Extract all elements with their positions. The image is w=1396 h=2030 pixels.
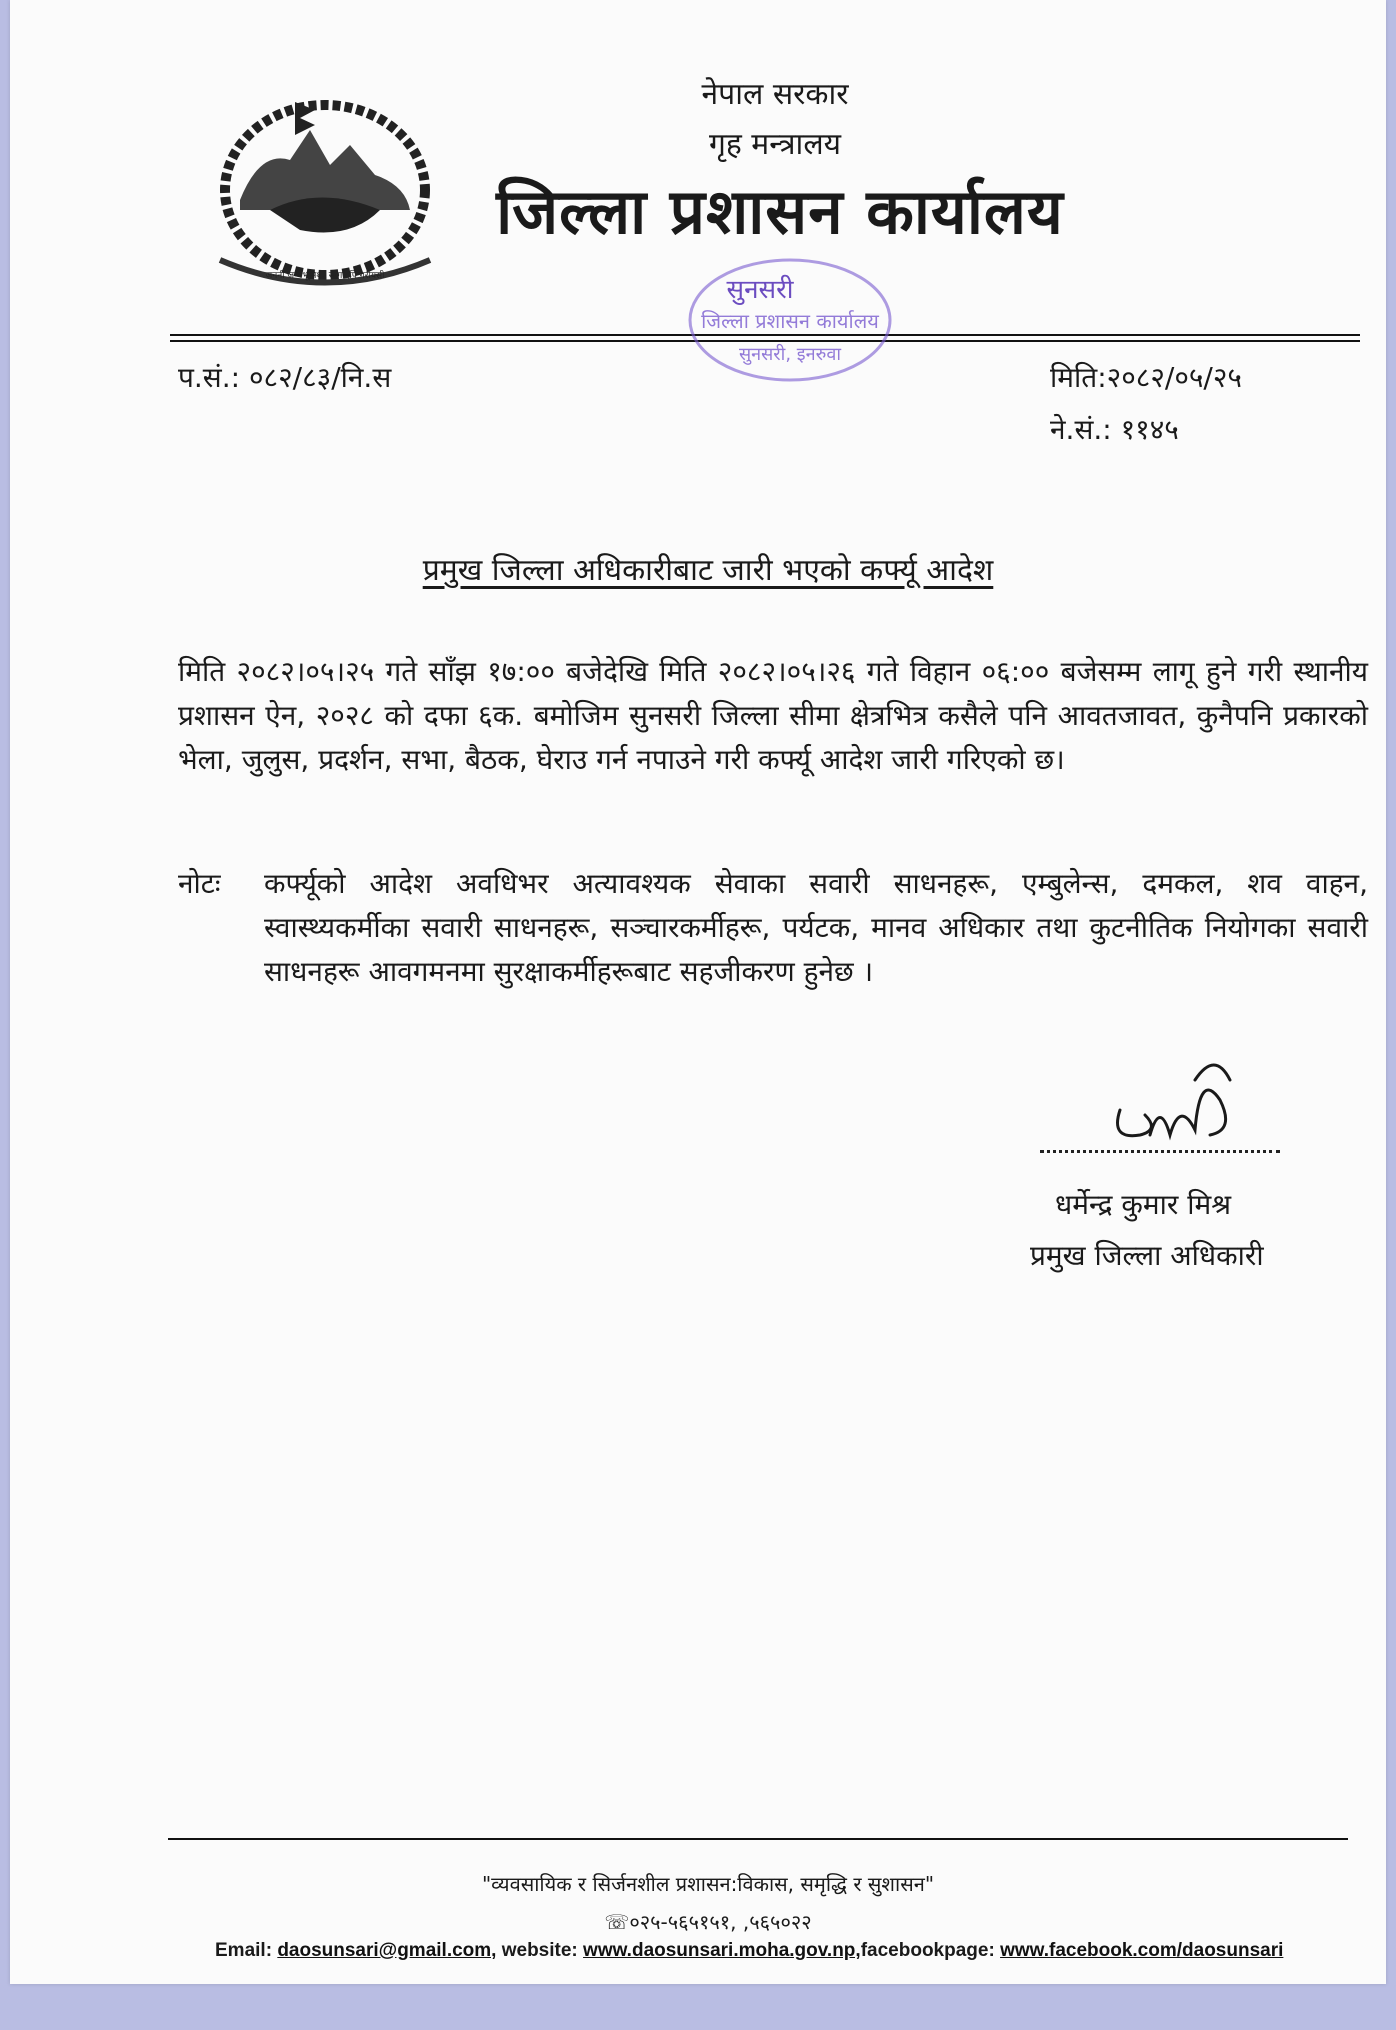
footer-motto: "व्यवसायिक र सिर्जनशील प्रशासन:विकास, समृद्धि र सुशासन" <box>481 1872 935 1896</box>
signature-line <box>1040 1150 1280 1153</box>
notice-title: प्रमुख जिल्ला अधिकारीबाट जारी भएको कर्फ्यू आदेश <box>422 553 994 588</box>
letter-date: मिति:२०८२/०५/२५ <box>1050 361 1242 394</box>
email-label: Email: <box>215 1940 273 1961</box>
signatory-title: प्रमुख जिल्ला अधिकारी <box>1030 1239 1264 1272</box>
letter-page <box>10 0 1386 1984</box>
signature-icon <box>1100 1040 1260 1160</box>
nepal-samvat-date: ने.सं.: ११४५ <box>1050 413 1179 446</box>
facebook-label: facebookpage: <box>860 1940 995 1961</box>
footer-rule <box>168 1838 1348 1840</box>
email-link[interactable]: daosunsari@gmail.com, <box>277 1940 497 1961</box>
office-title: जिल्ला प्रशासन कार्यालय <box>496 175 1064 248</box>
district-name: सुनसरी <box>726 275 794 305</box>
reference-number: प.सं.: ०८२/८३/नि.स <box>178 361 392 394</box>
note-label: नोटः <box>178 867 221 900</box>
website-link[interactable]: www.daosunsari.moha.gov.np, <box>583 1940 861 1961</box>
signatory-name: धर्मेन्द्र कुमार मिश्र <box>1055 1188 1232 1221</box>
footer-phone: ☏०२५-५६५१५१, ,५६५०२२ <box>604 1910 812 1934</box>
government-name: नेपाल सरकार <box>701 77 849 112</box>
stamp-line-2: सुनसरी, इनरुवा <box>738 344 842 365</box>
note-text: कर्फ्यूको आदेश अवधिभर अत्यावश्यक सेवाका सवारी साधनहरू, एम्बुलेन्स, दमकल, शव वाहन, स्वास्थ्यकर्मीका सवारी साधनहरू, सञ्चारकर्मीहरू, पर्यटक, मानव अधिकार तथा कुटनीतिक नियोगका सवारी साधनहरू आवगमनमा सुरक्षाकर्मीहरूबाट सहजीकरण हुनेछ । <box>264 867 1368 988</box>
facebook-link[interactable]: www.facebook.com/daosunsari <box>1000 1940 1284 1961</box>
nepal-emblem-icon <box>200 90 450 300</box>
emblem-motto: जननी जन्मभूमिश्च स्वर्गादपि गरीयसी <box>265 271 385 281</box>
footer-contact <box>215 1940 1345 1962</box>
stamp-line-1: जिल्ला प्रशासन कार्यालय <box>701 309 879 333</box>
notice-body: मिति २०८२।०५।२५ गते साँझ १७:०० बजेदेखि मिति २०८२।०५।२६ गते विहान ०६:०० बजेसम्म लागू हुने गरी स्थानीय प्रशासन ऐन, २०२८ को दफा ६क. बमोजिम सुनसरी जिल्ला सीमा क्षेत्रभित्र कसैले पनि आवतजावत, कुनैपनि प्रकारको भेला, जुलुस, प्रदर्शन, सभा, बैठक, घेराउ गर्न नपाउने गरी कर्फ्यू आदेश जारी गरिएको छ। <box>178 655 1368 776</box>
ministry-name: गृह मन्त्रालय <box>708 127 842 162</box>
website-label: website: <box>501 1940 578 1961</box>
office-stamp-icon <box>675 250 905 400</box>
